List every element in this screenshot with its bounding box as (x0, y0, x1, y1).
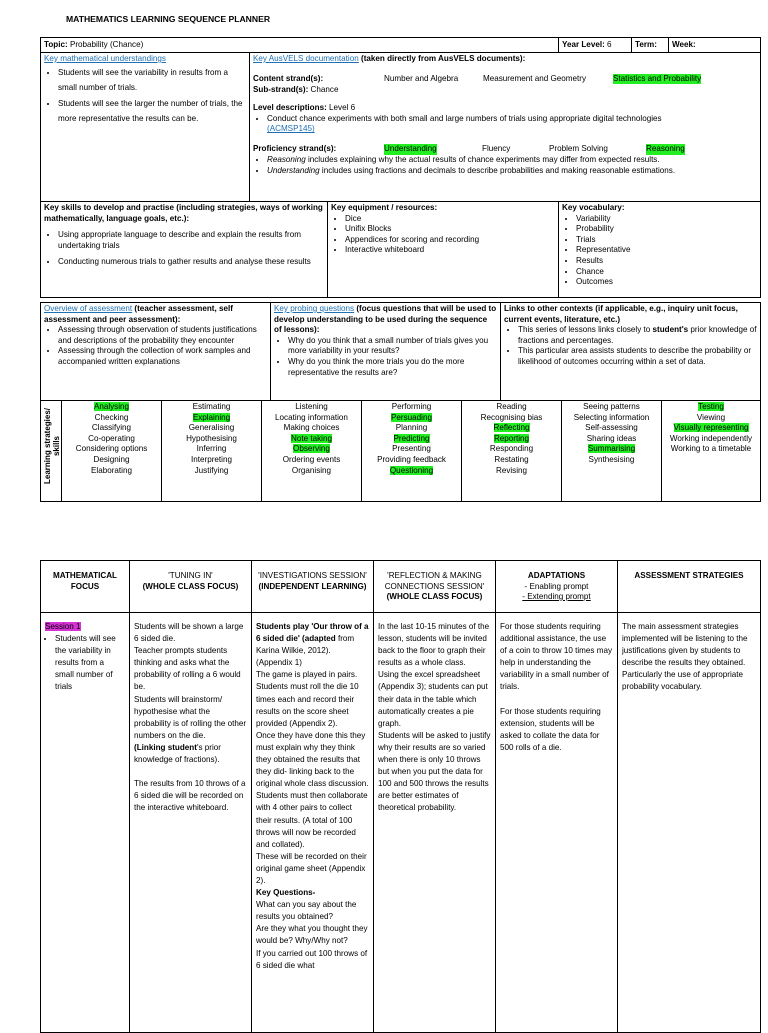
prof-understanding: Understanding (384, 143, 437, 153)
strategies-table (40, 400, 761, 502)
topic-cell (41, 38, 559, 53)
reflection-text: In the last 10-15 minutes of the lesson, students will be invited back to the floor to graph their results as a whole class. (378, 622, 490, 668)
strategy-item: Locating information (275, 412, 348, 422)
prof-fluency: Fluency (482, 143, 511, 153)
strategy-item: Inferring (196, 444, 227, 454)
tuning-text: Students will brainstorm/ hypothesise what the probability is of rolling the other numbers on the die. (134, 694, 247, 740)
adaptation-text: For those students requiring additional assistance, the use of a coin to throw 10 times may help in understanding the variability in a small number of trials. (500, 622, 613, 692)
strategy-item: Seeing patterns (583, 402, 640, 411)
vocab-item: • Outcomes (576, 277, 757, 288)
understanding-item: • Students will see the variability in results from a small number of trials. (58, 65, 246, 96)
vocab-item: • Variability (576, 214, 757, 225)
week-date-cell (669, 38, 761, 53)
strategy-item: Analysing (93, 402, 130, 411)
equipment-item: • Appendices for scoring and recording (345, 235, 555, 246)
strategy-item: Revising (495, 465, 528, 475)
term-label: Term: (635, 40, 657, 49)
key-question: Are they what you thought they would be? Why/Why not? (256, 924, 368, 946)
term-cell (632, 38, 669, 53)
strategy-column (462, 401, 562, 502)
sequence-table (40, 560, 761, 1033)
session-row (41, 613, 761, 1033)
strand-number-algebra: Number and Algebra (384, 73, 459, 83)
investigation-text: These will be recorded on their original game sheet (Appendix 2). (256, 851, 367, 885)
vocabulary-cell (559, 202, 761, 298)
strategy-column (62, 401, 162, 502)
links-cell (501, 303, 761, 401)
strategy-item: Synthesising (588, 454, 635, 464)
strategy-item: Testing (698, 402, 724, 411)
strategy-column (262, 401, 362, 502)
ausvels-title-rest: (taken directly from AusVELS documents): (358, 54, 526, 63)
focus-header: MATHEMATICAL FOCUS (41, 561, 130, 613)
strategy-item: Providing feedback (377, 454, 446, 464)
substrand-value: Chance (308, 84, 339, 94)
strategy-item: Recognising bias (480, 412, 543, 422)
skill-item: • Conducting numerous trials to gather results and analyse these results (58, 257, 324, 268)
strategy-item: Questioning (389, 465, 434, 475)
adaptations-cell (496, 613, 618, 1033)
reflection-text: Using the excel spreadsheet (Appendix 3); students can put their data in the table which automatically creates a pie graph. (378, 670, 488, 728)
strategy-item: Self-assessing (585, 423, 638, 433)
strategy-item: Viewing (696, 412, 726, 422)
adaptation-text: For those students requiring extension, students will be asked to collate the data for 500 rolls of a die. (500, 706, 601, 752)
strategy-item: Selecting information (573, 412, 650, 422)
sequence-header-row (41, 561, 761, 613)
probing-title-rest: (focus questions that will be used to develop understanding to be used during the sequence of lessons): (274, 304, 497, 335)
strategy-item: Co-operating (88, 433, 135, 443)
acmsp-code-link[interactable]: (ACMSP145) (267, 124, 315, 134)
strategy-column (162, 401, 262, 502)
vocab-item: • Chance (576, 267, 757, 278)
equipment-item: • Interactive whiteboard (345, 245, 555, 256)
strategy-item: Listening (295, 402, 328, 411)
strategy-item: Working independently (669, 433, 753, 443)
vocab-item: • Trials (576, 235, 757, 246)
prof-problem-solving: Problem Solving (549, 143, 608, 153)
reflection-cell (374, 613, 496, 1033)
vocab-item: • Results (576, 256, 757, 267)
strategy-item: Organising (291, 465, 332, 475)
strategy-item: Restating (494, 454, 529, 464)
strategies-label: Learning strategies/ skills (43, 407, 61, 485)
strand-measurement-geometry: Measurement and Geometry (483, 73, 587, 83)
strategy-item: Estimating (192, 402, 231, 411)
key-question: What can you say about the results you obtained? (256, 900, 357, 922)
strategy-item: Reporting (493, 433, 530, 443)
links-item: • This series of lessons links closely to student's prior knowledge of fractions and percentages. (518, 325, 757, 346)
strategy-item: Responding (489, 444, 534, 454)
strategy-column (662, 401, 761, 502)
investigations-cell (252, 613, 374, 1033)
adaptations-header: ADAPTATIONS - Enabling prompt - Extending prompt (496, 561, 618, 613)
level-value: Level 6 (326, 103, 356, 113)
ausvels-cell (250, 53, 761, 202)
investigation-text: Once they have done this they must explain why they think they obtained the results that they did- linking back to the original whole class discussion. (256, 730, 369, 789)
equipment-item: • Unifix Blocks (345, 224, 555, 235)
tuning-text: Teacher prompts students thinking and asks what the probability of rolling a 6 would be. (134, 646, 241, 692)
strategy-item: Justifying (194, 465, 229, 475)
strategy-item: Performing (391, 402, 432, 411)
understandings-row (41, 53, 761, 202)
strategy-item: Considering options (75, 444, 148, 454)
investigation-text: Students play 'Our throw of a 6 sided die' (adapted from Karina Wilkie, 2012). (Appendix 1) (256, 622, 369, 668)
session-label: Session 1 (45, 622, 81, 631)
assessment-title-link[interactable]: Overview of assessment (44, 304, 133, 313)
equipment-cell (328, 202, 559, 298)
ausvels-title-link[interactable]: Key AusVELS documentation (253, 54, 359, 63)
planner-table (40, 37, 761, 298)
header-row (41, 38, 761, 53)
strategy-item: Reflecting (493, 423, 530, 433)
strategy-item: Designing (93, 454, 130, 464)
strategy-item: Making choices (283, 423, 340, 433)
strategy-item: Checking (94, 412, 129, 422)
assessment-cell (41, 303, 271, 401)
tuning-text: (Linking student's prior knowledge of fractions). (134, 742, 221, 765)
strategy-column (562, 401, 662, 502)
strategy-item: Planning (395, 423, 428, 433)
understandings-cell (41, 53, 250, 202)
strategy-item: Note taking (291, 433, 332, 443)
equipment-item: • Dice (345, 214, 555, 225)
investigation-text: The game is played in pairs. Students must roll the die 10 times each and record their results on the score sheet provided (Appendix 2). (256, 670, 359, 728)
focus-item: • Students will see the variability in results from a small number of trials (55, 633, 125, 693)
assessment-item: • Assessing through the collection of work samples and accompanied written explanations (58, 346, 267, 367)
skill-item: • Using appropriate language to describe and explain the results from undertaking trials (58, 230, 324, 251)
topic-value: Probability (Chance) (69, 40, 144, 49)
year-label: Year Level: (562, 40, 605, 49)
strategy-item: Classifying (91, 423, 132, 433)
topic-label: Topic: (44, 40, 68, 49)
year-value: 6 (607, 40, 612, 49)
vocab-item: • Probability (576, 224, 757, 235)
prof-reasoning: Reasoning (646, 143, 685, 153)
understandings-title: Key mathematical understandings (44, 54, 166, 63)
probing-item: • Why do you think the more trials you do the more representative the results are? (288, 357, 497, 378)
strategy-column (362, 401, 462, 502)
focus-cell (41, 613, 130, 1033)
strategy-item: Sharing ideas (586, 433, 637, 443)
prof-item-understanding: • Understanding includes using fractions and decimals to describe probabilities and making reasonable estimations. (267, 166, 757, 177)
strategy-item: Summarising (587, 444, 636, 454)
skills-cell (41, 202, 328, 298)
strategy-item: Reading (496, 402, 527, 411)
reflection-text: Students will be asked to justify why their results are so varied when there is only 10 throws but when you put the data for 100 and 500 throws the results are better estimates of theoretical probability. (378, 730, 491, 813)
strategy-item: Presenting (392, 444, 431, 454)
skills-title: Key skills to develop and practise (including strategies, ways of working mathematically, language goals, etc.): (44, 203, 323, 223)
strategy-item: Persuading (391, 412, 432, 422)
year-cell (559, 38, 632, 53)
equipment-title: Key equipment / resources: (331, 203, 438, 212)
assessment-table (40, 302, 761, 401)
proficiency-label: Proficiency strand(s): (253, 143, 337, 153)
tuning-text: Students will be shown a large 6 sided die. (134, 622, 244, 644)
assessment-strategies-cell (618, 613, 761, 1033)
level-description: Conduct chance experiments with both small and large numbers of trials using appropriate digital technologies (267, 113, 662, 123)
assessment-title-rest: (teacher assessment, self assessment and peer assessment): (44, 304, 233, 324)
probing-cell (271, 303, 501, 401)
key-question: If you carried out 100 throws of 6 sided die what (256, 948, 368, 970)
reflection-header: 'REFLECTION & MAKING CONNECTIONS SESSION' (WHOLE CLASS FOCUS) (374, 561, 496, 613)
vocab-item: • Representative (576, 245, 757, 256)
prof-item-reasoning: • Reasoning includes explaining why the actual results of chance experiments may differ from expected results. (267, 155, 757, 166)
investigation-text: Students must then collaborate with 4 other pairs to collect their results. (A total of 100 throws will now be recorded and collated). (256, 791, 368, 849)
content-strand-label: Content strand(s): (253, 73, 324, 83)
strategy-item: Generalising (188, 423, 235, 433)
strategy-item: Explaining (192, 412, 231, 422)
strategy-item: Elaborating (91, 465, 132, 475)
probing-item: • Why do you think that a small number of trials gives you more variability in your results? (288, 336, 497, 357)
strategy-item: Working to a timetable (670, 444, 752, 454)
tuning-header: 'TUNING IN' (WHOLE CLASS FOCUS) (130, 561, 252, 613)
strategies-label-cell (41, 401, 62, 502)
skills-row (41, 202, 761, 298)
substrand-label: Sub-strand(s): (253, 84, 309, 94)
probing-title-link[interactable]: Key probing questions (274, 304, 355, 313)
tuning-text: The results from 10 throws of a 6 sided die will be recorded on the interactive whiteboard. (134, 779, 246, 813)
strategy-item: Interpreting (191, 454, 232, 464)
strand-statistics-probability: Statistics and Probability (613, 73, 702, 83)
understanding-item: • Students will see the larger the number of trials, the more representative the results can be. (58, 96, 246, 127)
page-title: MATHEMATICS LEARNING SEQUENCE PLANNER (66, 14, 271, 24)
strategy-item: Observing (293, 444, 330, 454)
key-questions-label: Key Questions- (256, 888, 316, 898)
assessment-strategies-header: ASSESSMENT STRATEGIES (618, 561, 761, 613)
strategy-item: Visually representing (673, 423, 749, 433)
week-label: Week: (672, 40, 696, 49)
assessment-item: • Assessing through observation of students justifications and descriptions of the probability they encounter (58, 325, 267, 346)
links-title: Links to other contexts (if applicable, e.g., inquiry unit focus, current events, literature, etc.) (504, 304, 738, 324)
vocabulary-title: Key vocabulary: (562, 203, 625, 212)
links-item: • This particular area assists students to describe the probability or likelihood of outcomes occurring within a set of data. (518, 346, 757, 367)
investigations-header: 'INVESTIGATIONS SESSION' (INDEPENDENT LEARNING) (252, 561, 374, 613)
strategy-item: Hypothesising (186, 433, 237, 443)
assessment-strategy-text: The main assessment strategies implemented will be listening to the justifications given by students to describe the results they obtained. Particularly the use of appropriate probability vocabulary. (622, 622, 748, 692)
strategy-item: Predicting (393, 433, 430, 443)
strategy-item: Ordering events (282, 454, 341, 464)
tuning-cell (130, 613, 252, 1033)
level-label: Level descriptions: (253, 103, 327, 113)
